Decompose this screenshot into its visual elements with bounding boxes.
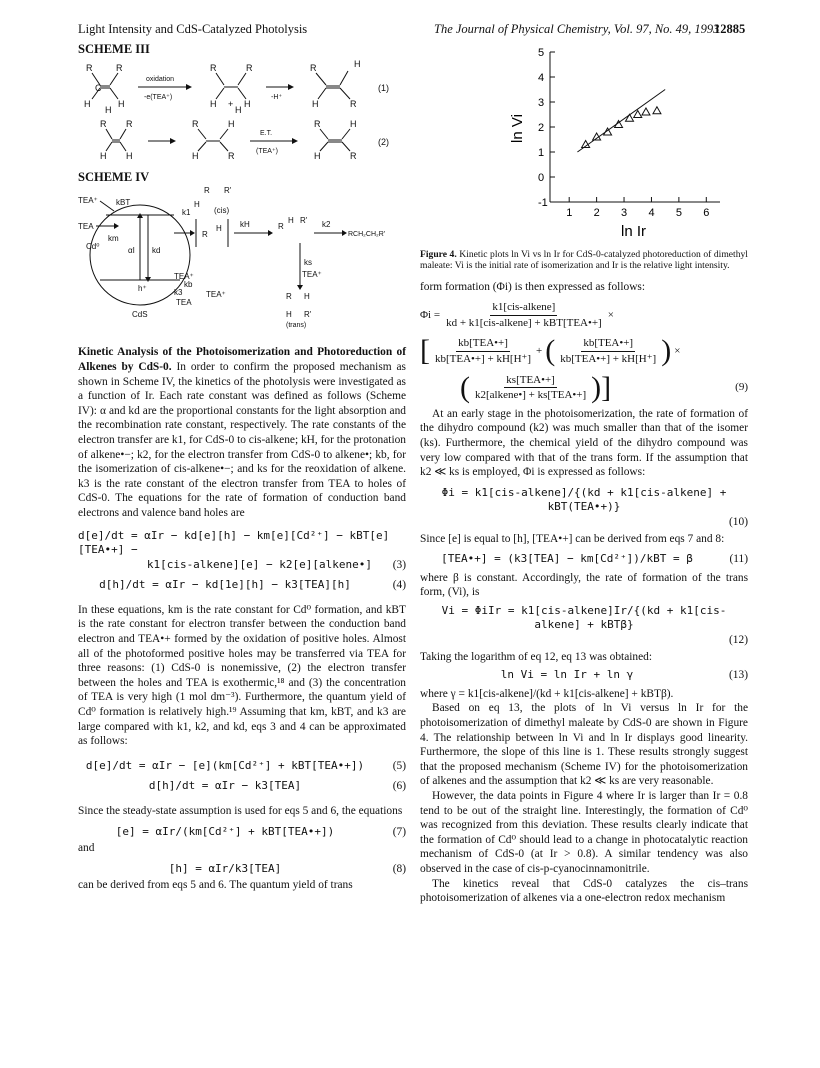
svg-text:R': R' bbox=[224, 185, 232, 195]
scheme4-kd: kd bbox=[152, 245, 161, 255]
svg-text:H: H bbox=[105, 104, 112, 115]
svg-text:R: R bbox=[210, 62, 217, 73]
scheme-4-title: SCHEME IV bbox=[78, 170, 150, 185]
equation-10 bbox=[420, 486, 748, 530]
svg-text:R: R bbox=[204, 185, 210, 195]
x-tick-label: 6 bbox=[703, 207, 710, 219]
right-paragraph-3: Since [e] is equal to [h], [TEA•+] can be derived from eqs 7 and 8: bbox=[420, 532, 725, 545]
svg-text:R: R bbox=[286, 291, 292, 301]
scheme4-product: RCH₂CH₂R' bbox=[348, 230, 386, 238]
right-paragraph-7: Based on eq 13, the plots of ln Vi versus ln Ir for the photoisomerization of dimethyl maleate by CdS-0 are shown in Figure 4. The relationship between ln Vi and ln Ir displays good linearity. Furthermore, the slope of this line is 1. These results strongly suggest that the proposed mechanism (Scheme IV) for the photoisomerization of alkenes and the assumption that k2 ≪ ks are very reasonable. bbox=[420, 702, 748, 788]
equation-13 bbox=[420, 668, 748, 683]
svg-text:H: H bbox=[354, 58, 361, 69]
equation-3-line-1: d[e]/dt = αIr − kd[e][h] − km[e][Cd²⁺] − kBT[e][TEA•+] − bbox=[78, 528, 390, 557]
scheme4-ks: ks bbox=[304, 257, 312, 267]
svg-text:H: H bbox=[235, 104, 242, 115]
y-tick-label: 5 bbox=[538, 47, 545, 59]
scheme4-tea-plus-2: TEA⁺ bbox=[174, 271, 194, 281]
svg-text:R: R bbox=[192, 118, 199, 129]
svg-text:H: H bbox=[288, 215, 294, 225]
svg-text:R': R' bbox=[300, 215, 308, 225]
x-tick-label: 2 bbox=[593, 207, 600, 219]
equation-9-times-1: × bbox=[607, 308, 614, 321]
equation-13-body: ln Vi = ln Ir + ln γ bbox=[500, 668, 634, 682]
svg-text:R: R bbox=[86, 62, 93, 73]
scheme4-k1: k1 bbox=[182, 207, 191, 217]
scheme-3-title: SCHEME III bbox=[78, 42, 150, 56]
x-tick-label: 1 bbox=[566, 207, 573, 219]
svg-text:H: H bbox=[314, 150, 321, 161]
equation-9-b-denominator: kb[TEA•+] + kH[H⁺] bbox=[435, 352, 531, 365]
kinetic-text: In order to confirm the proposed mechanism as shown in Scheme IV, the kinetics of the photolysis were investigated as a function of Ir. Each rate constant was defined as follows (Scheme IV): α and kd are the proportional constants for the light absorption and the recombination rate constant, respectively. The rate constants of the electron transfer are k1, for CdS-0 to cis-alkene; kH, for the protonation of alkene•−; k2, for the electron transfer from CdS-0 to alkene•; kb, for the isomerization of cis-alkene•−; and ks for the reoxidation of alkene. k3 is the rate constant of the electron transfer from TEA to holes of CdS-0. The equations for the rate of formation of conduction band electrons and valence band holes are bbox=[78, 360, 407, 519]
equation-4-body: d[h]/dt = αIr − kd[1e][h] − k3[TEA][h] bbox=[99, 578, 351, 592]
scheme4-cds: CdS bbox=[132, 309, 148, 319]
svg-text:R: R bbox=[202, 229, 208, 239]
equation-10-body: Φi = k1[cis-alkene]/{(kd + k1[cis-alkene] + kBT(TEA•+)} bbox=[441, 485, 727, 514]
scheme4-alpha: αI bbox=[128, 245, 135, 255]
equation-9: Φi = $\frac{\text{k1[cis-alkene]}}{\text{kd + k1[cis-alkene] + kBT[TEA•+]}}$ × [ $\frac{\text{kb[TEA•+]}}{\text{kb[TEA•+] + kH[H⁺]}}$ + ( $\frac{\text{kb[TEA•+]}}{\text{kb[TEA•+] + kH[H⁺]}}$ ) × ( $\frac{\text{ks[TEA•+]}}{\text{k2[alkene•] + ks[TEA•+]}}$ )] (9) bbox=[420, 301, 748, 404]
equation-12-number: (12) bbox=[729, 634, 748, 647]
equation-10-number: (10) bbox=[729, 515, 748, 528]
scheme4-tea-plus-3: TEA⁺ bbox=[206, 289, 226, 299]
equation-4-number: (4) bbox=[392, 579, 406, 592]
y-tick-label: 2 bbox=[538, 122, 545, 134]
equation-5 bbox=[78, 759, 406, 774]
scheme4-km: km bbox=[108, 233, 119, 243]
equation-9-numerator: k1[cis-alkene] bbox=[490, 300, 557, 316]
equation-4 bbox=[78, 578, 406, 593]
label-minus-h: -H⁺ bbox=[271, 93, 283, 101]
scheme4-tea-plus: TEA⁺ bbox=[78, 195, 98, 205]
kinetic-paragraph bbox=[78, 345, 406, 520]
svg-text:H: H bbox=[118, 98, 125, 109]
equation-9-c-denominator: k2[alkene•] + ks[TEA•+] bbox=[475, 389, 587, 402]
equation-7 bbox=[78, 825, 406, 840]
equation-6-number: (6) bbox=[392, 780, 406, 793]
equation-8-body: [h] = αIr/k3[TEA] bbox=[168, 861, 282, 875]
right-paragraph-6: where γ = k1[cis-alkene]/(kd + k1[cis-alkene] + kBTβ). bbox=[420, 687, 674, 700]
equation-9-b2-numerator: kb[TEA•+] bbox=[581, 336, 635, 352]
svg-text:H: H bbox=[126, 150, 133, 161]
scheme4-tea: TEA bbox=[78, 221, 94, 231]
equation-9-lhs: Φi = bbox=[420, 308, 441, 321]
figure-4-caption-text: Kinetic plots ln Vi vs ln Ir for CdS-0-catalyzed photoreduction of dimethyl maleate: Vi is the initial rate of isomerization and Ir is the relative light intensity. bbox=[420, 248, 748, 272]
equation-8-number: (8) bbox=[392, 862, 406, 875]
equation-9-c-numerator: ks[TEA•+] bbox=[504, 373, 557, 389]
data-point bbox=[615, 121, 623, 128]
equation-5-body: d[e]/dt = αIr − [e](km[Cd²⁺] + kBT[TEA•+]) bbox=[85, 758, 365, 772]
svg-text:H: H bbox=[192, 150, 199, 161]
scheme4-tea-plus-4: TEA⁺ bbox=[302, 269, 322, 279]
scheme4-tea-2: TEA bbox=[176, 297, 192, 307]
svg-text:H: H bbox=[100, 150, 107, 161]
svg-text:R: R bbox=[350, 150, 357, 161]
fit-line bbox=[577, 90, 665, 153]
y-tick-label: -1 bbox=[538, 197, 548, 209]
eq-label-2: (2) bbox=[378, 136, 389, 147]
equation-9-denominator: kd + k1[cis-alkene] + kBT[TEA•+] bbox=[446, 316, 602, 329]
equation-9-b2-denominator: kb[TEA•+] + kH[H⁺] bbox=[560, 352, 657, 365]
equation-3-number: (3) bbox=[392, 558, 406, 571]
scheme-4-diagram bbox=[78, 185, 406, 335]
svg-text:H: H bbox=[194, 199, 200, 209]
equation-3-line-2: k1[cis-alkene][e] − k2[e][alkene•] bbox=[146, 557, 372, 571]
y-tick-label: 0 bbox=[538, 172, 545, 184]
equation-8 bbox=[78, 862, 406, 877]
figure-4-caption bbox=[420, 249, 748, 272]
svg-text:H: H bbox=[216, 223, 222, 233]
equation-5-number: (5) bbox=[392, 759, 406, 772]
svg-text:H: H bbox=[312, 98, 319, 109]
svg-text:+: + bbox=[228, 98, 234, 109]
svg-text:C: C bbox=[95, 82, 102, 93]
equation-9-plus: + bbox=[536, 345, 543, 358]
right-paragraph-1: form formation (Φi) is then expressed as follows: bbox=[420, 280, 646, 293]
equation-12 bbox=[420, 604, 748, 648]
scheme4-kh: kH bbox=[240, 219, 250, 229]
svg-text:R: R bbox=[278, 221, 284, 231]
right-paragraph-2: At an early stage in the photoisomerization, the rate of formation of the dihydro compound (k2) was much smaller than that of the isomer (ks). Furthermore, the chemical yield of the dihydro compound was very low compared with that of the trans form. If the assumption that k2 ≪ ks is employed, Φi is expressed as follows: bbox=[420, 407, 748, 479]
svg-text:H: H bbox=[286, 309, 292, 319]
svg-text:H: H bbox=[304, 291, 310, 301]
figure-4-chart bbox=[420, 42, 748, 242]
label-tea-rad: (TEA⁺) bbox=[256, 147, 278, 155]
right-column bbox=[420, 42, 748, 906]
paragraph-3: Since the steady-state assumption is used for eqs 5 and 6, the equations bbox=[78, 805, 403, 817]
right-paragraph-4: where β is constant. Accordingly, the rate of formation of the trans form, (Vi), is bbox=[420, 571, 748, 599]
equation-9-b-numerator: kb[TEA•+] bbox=[456, 336, 510, 352]
eq-label-1: (1) bbox=[378, 82, 389, 93]
x-axis-label: ln Ir bbox=[621, 223, 647, 240]
running-head-left: Light Intensity and CdS-Catalyzed Photolysis bbox=[78, 22, 308, 36]
equation-6-body: d[h]/dt = αIr − k3[TEA] bbox=[148, 779, 302, 793]
y-tick-label: 3 bbox=[538, 97, 545, 109]
svg-text:R: R bbox=[310, 62, 317, 73]
svg-text:R: R bbox=[350, 98, 357, 109]
and-text: and bbox=[78, 842, 95, 855]
svg-text:H: H bbox=[244, 98, 251, 109]
data-point bbox=[642, 108, 650, 115]
running-head-right: The Journal of Physical Chemistry, Vol. 97, No. 49, 1993 bbox=[434, 22, 720, 36]
scheme4-cd0: Cd⁰ bbox=[86, 241, 100, 251]
y-tick-label: 1 bbox=[538, 147, 545, 159]
equation-11-number: (11) bbox=[729, 553, 748, 566]
svg-text:R: R bbox=[314, 118, 321, 129]
svg-text:H: H bbox=[350, 118, 357, 129]
svg-text:R': R' bbox=[304, 309, 312, 319]
svg-text:R: R bbox=[126, 118, 133, 129]
scheme4-trans: (trans) bbox=[286, 321, 307, 329]
equation-3 bbox=[78, 529, 406, 573]
scheme4-k2: k2 bbox=[322, 219, 331, 229]
x-tick-label: 3 bbox=[621, 207, 628, 219]
kinetic-heading: Kinetic Analysis of the Photoisomerization and Photoreduction of Alkenes by CdS-0. bbox=[78, 346, 406, 373]
label-tea-minus: -e(TEA⁺) bbox=[144, 93, 173, 101]
equation-12-body: Vi = ΦiIr = k1[cis-alkene]Ir/{(kd + k1[cis-alkene] + kBTβ} bbox=[441, 603, 727, 632]
equation-13-number: (13) bbox=[729, 669, 748, 682]
scheme4-kb: kb bbox=[184, 279, 193, 289]
svg-text:R: R bbox=[228, 150, 235, 161]
figure-4-label: Figure 4. bbox=[420, 248, 457, 260]
x-tick-label: 4 bbox=[648, 207, 655, 219]
x-tick-label: 5 bbox=[675, 207, 682, 219]
label-oxidation: oxidation bbox=[146, 75, 175, 83]
scheme4-kbt: kBT bbox=[116, 197, 131, 207]
scheme4-k3: k3 bbox=[174, 287, 183, 297]
svg-text:R: R bbox=[116, 62, 123, 73]
right-paragraph-9: The kinetics reveal that CdS-0 catalyzes the cis–trans photoisomerization of alkenes via a one-electron redox mechanism bbox=[420, 877, 748, 905]
left-column bbox=[78, 42, 406, 893]
scheme4-cis: (cis) bbox=[214, 205, 230, 215]
label-et: E.T. bbox=[260, 129, 273, 137]
svg-text:R: R bbox=[100, 118, 107, 129]
paragraph-2: In these equations, km is the rate constant for Cd⁰ formation, and kBT is the rate constant for electron transfer between the conduction band electron and TEA•+ formed by the oxidation of positive holes. Almost all of the photoformed positive holes may be transferred via TEA for three reasons: (1) CdS-0 is nonemissive, (2) the electron transfer between the holes and TEA is exothermic,¹⁸ and (3) the concentration of TEA is very high (1 mol dm⁻³). Furthermore, the quantum yield of Cd⁰ formation is relatively high.¹⁹ Assuming that km, kBT, and k3 are large compared with k1, k2, and kd, eqs 3 and 4 can be approximated as follows: bbox=[78, 603, 406, 748]
y-axis-label: ln Vi bbox=[509, 114, 526, 143]
svg-text:H: H bbox=[84, 98, 91, 109]
equation-11-body: [TEA•+] = (k3[TEA] − km[Cd²⁺])/kBT = β bbox=[441, 552, 693, 566]
paragraph-4: can be derived from eqs 5 and 6. The quantum yield of trans bbox=[78, 879, 353, 892]
svg-text:R: R bbox=[246, 62, 253, 73]
data-point bbox=[653, 107, 661, 114]
svg-text:H: H bbox=[210, 98, 217, 109]
y-tick-label: 4 bbox=[538, 72, 545, 84]
equation-9-times-2: × bbox=[674, 345, 681, 358]
equation-7-number: (7) bbox=[392, 825, 406, 838]
equation-6 bbox=[78, 779, 406, 794]
equation-9-number: (9) bbox=[735, 381, 748, 394]
right-paragraph-5: Taking the logarithm of eq 12, eq 13 was obtained: bbox=[420, 650, 653, 663]
right-paragraph-8: However, the data points in Figure 4 where Ir is larger than Ir = 0.8 tend to be out of the straight line. Interestingly, the formation of Cd⁰ was recognized from this deviation. These results clearly indicate that the formation of Cd⁰ should lead to a change in photocatalytic reaction mechanism of CdS-0 (at Ir > 0.8). A similar tendency was also observed in the case of cis-p-cyanocinnamonitrile. bbox=[420, 790, 748, 875]
svg-text:H: H bbox=[228, 118, 235, 129]
equation-11 bbox=[420, 552, 748, 567]
scheme4-hole: h⁺ bbox=[138, 283, 147, 293]
page-number: 12885 bbox=[714, 22, 746, 36]
equation-7-body: [e] = αIr/(km[Cd²⁺] + kBT[TEA•+]) bbox=[115, 824, 335, 838]
scheme-3-diagram bbox=[78, 57, 406, 162]
